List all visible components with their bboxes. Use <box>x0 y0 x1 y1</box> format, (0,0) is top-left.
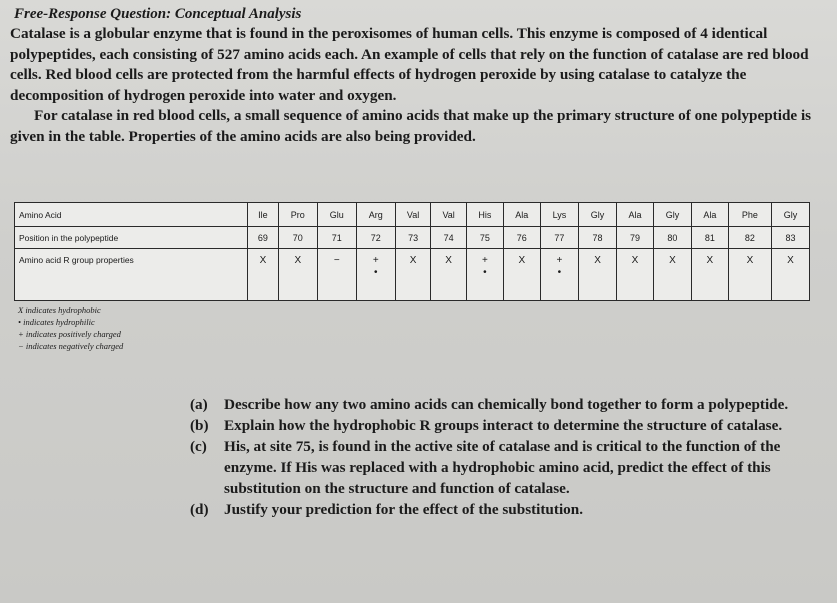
property-cell <box>431 249 467 301</box>
property-symbol: − <box>333 255 340 266</box>
amino-acid-cell: Gly <box>771 203 809 227</box>
amino-acid-cell: His <box>466 203 503 227</box>
legend-hydrophilic: • indicates hydrophilic <box>18 317 95 327</box>
property-symbol: X <box>669 255 676 266</box>
property-cell <box>395 249 431 301</box>
position-cell: 79 <box>617 227 654 249</box>
position-cell: 70 <box>278 227 317 249</box>
property-symbol: X <box>787 255 794 266</box>
row-label: Position in the polypeptide <box>15 227 248 249</box>
property-symbol: • <box>557 267 562 278</box>
position-cell: 73 <box>395 227 431 249</box>
question-text: Explain how the hydrophobic R groups interact to determine the structure of catalase. <box>224 417 783 434</box>
property-cell <box>540 249 578 301</box>
property-cell <box>617 249 654 301</box>
position-cell: 74 <box>431 227 467 249</box>
position-cell: 77 <box>540 227 578 249</box>
amino-acid-cell: Lys <box>540 203 578 227</box>
property-cell <box>503 249 540 301</box>
position-cell: 69 <box>248 227 279 249</box>
property-symbol: • <box>483 267 487 278</box>
amino-acid-cell: Ala <box>503 203 540 227</box>
question-list <box>190 394 820 520</box>
amino-acid-cell: Gly <box>579 203 617 227</box>
property-cell <box>248 249 279 301</box>
amino-acid-cell: Gly <box>653 203 691 227</box>
property-symbol: X <box>746 255 754 266</box>
legend-positive: + indicates positively charged <box>18 329 121 339</box>
question-c <box>190 436 820 499</box>
position-row <box>15 227 810 249</box>
amino-acid-cell: Ile <box>248 203 279 227</box>
amino-acid-cell: Glu <box>317 203 356 227</box>
question-text: Describe how any two amino acids can chemically bond together to form a polypeptide. <box>224 396 789 413</box>
property-cell <box>579 249 617 301</box>
property-cell <box>466 249 503 301</box>
property-cell <box>317 249 356 301</box>
property-cell <box>653 249 691 301</box>
position-cell: 72 <box>356 227 395 249</box>
amino-acid-table <box>14 202 810 301</box>
question-heading: Free-Response Question: Conceptual Analysis <box>14 6 302 22</box>
question-letter: (c) <box>190 438 207 455</box>
position-cell: 76 <box>503 227 540 249</box>
property-cell <box>278 249 317 301</box>
property-cell <box>356 249 395 301</box>
intro-paragraph-2: For catalase in red blood cells, a small sequence of amino acids that make up the primary structure of one polypeptide is given in the table. Properties of the amino acids are also being provided. <box>10 107 812 145</box>
properties-row <box>15 249 810 301</box>
position-cell: 83 <box>771 227 809 249</box>
property-symbol: X <box>631 255 639 266</box>
question-letter: (b) <box>190 417 209 434</box>
position-cell: 75 <box>466 227 503 249</box>
property-symbol: + <box>556 255 563 266</box>
position-cell: 71 <box>317 227 356 249</box>
question-d <box>190 499 820 520</box>
property-symbol: X <box>445 255 452 266</box>
property-symbol: + <box>481 255 488 266</box>
amino-acid-cell: Ala <box>691 203 728 227</box>
question-b <box>190 415 820 436</box>
property-symbol: X <box>294 255 302 266</box>
table-legend <box>18 304 123 352</box>
property-symbol: + <box>372 255 379 266</box>
legend-hydrophobic: X indicates hydrophobic <box>18 305 101 315</box>
amino-acid-cell: Val <box>431 203 467 227</box>
amino-acid-cell: Val <box>395 203 431 227</box>
position-cell: 82 <box>728 227 771 249</box>
amino-acid-row <box>15 203 810 227</box>
question-a <box>190 394 820 415</box>
intro-paragraph-1: Catalase is a globular enzyme that is found in the peroxisomes of human cells. This enzyme is composed of 4 identical polypeptides, each consisting of 527 amino acids each. An example of cells that rely on the function of catalase are red blood cells. Red blood cells are protected from the harmful effects of hydrogen peroxide by using catalase to catalyze the decomposition of hydrogen peroxide into water and oxygen. <box>10 25 809 104</box>
amino-acid-cell: Ala <box>617 203 654 227</box>
amino-acid-cell: Pro <box>278 203 317 227</box>
property-symbol: X <box>409 255 417 266</box>
question-letter: (a) <box>190 396 208 413</box>
property-symbol: X <box>706 255 714 266</box>
property-cell <box>771 249 809 301</box>
property-cell <box>728 249 771 301</box>
property-symbol: X <box>518 255 526 266</box>
amino-acid-cell: Phe <box>728 203 771 227</box>
property-cell <box>691 249 728 301</box>
position-cell: 81 <box>691 227 728 249</box>
question-text: His, at site 75, is found in the active site of catalase and is critical to the function of the enzyme. If His was replaced with a hydrophobic amino acid, predict the effect of this substitution on the structure and function of catalase. <box>224 438 781 497</box>
amino-acid-cell: Arg <box>356 203 395 227</box>
row-label: Amino Acid <box>15 203 248 227</box>
position-cell: 78 <box>579 227 617 249</box>
property-symbol: X <box>259 255 267 266</box>
row-label: Amino acid R group properties <box>15 249 248 301</box>
question-text: Justify your prediction for the effect of the substitution. <box>224 501 583 518</box>
legend-negative: − indicates negatively charged <box>18 341 124 351</box>
intro-text <box>10 24 825 147</box>
property-symbol: X <box>594 255 601 266</box>
position-cell: 80 <box>653 227 691 249</box>
question-letter: (d) <box>190 501 209 518</box>
property-symbol: • <box>374 267 378 278</box>
